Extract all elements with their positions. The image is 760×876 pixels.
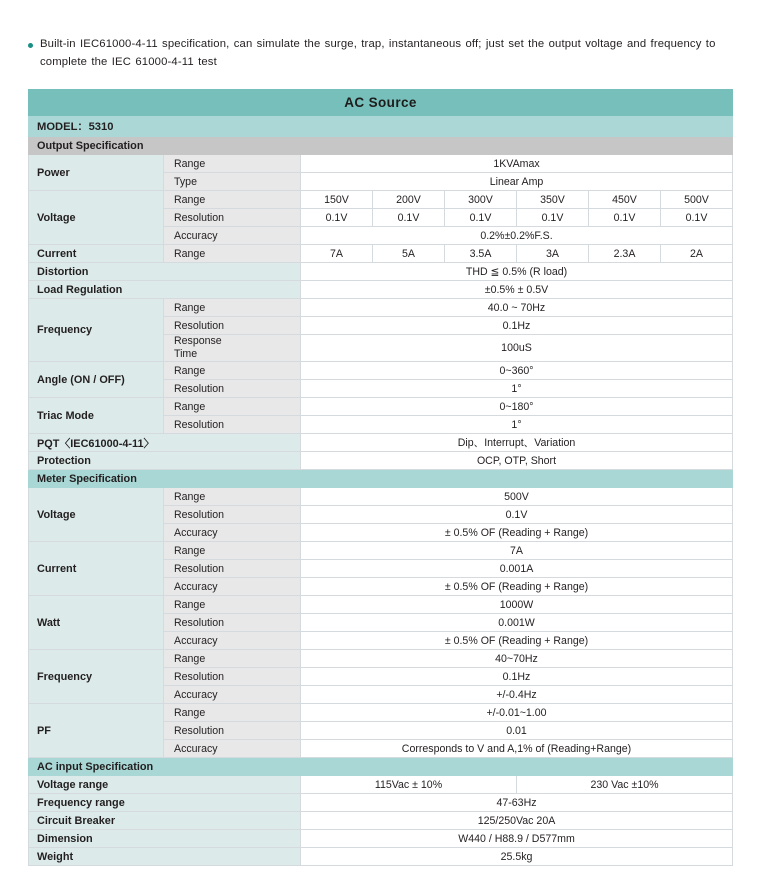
sub-label-output-voltage-resolution: Resolution (164, 209, 301, 227)
row-group-label-protection: Protection (29, 452, 301, 470)
value-meter-pf-accuracy: Corresponds to V and A,1% of (Reading+Range) (301, 740, 733, 758)
sub-label-triac-resolution: Resolution (164, 416, 301, 434)
ac-source-spec-table (28, 89, 733, 866)
value-output-voltage-resolution-4: 0.1V (589, 209, 661, 227)
row-group-label-circuit-breaker: Circuit Breaker (29, 812, 301, 830)
table-row (29, 488, 733, 506)
value-output-current-range-4: 2.3A (589, 245, 661, 263)
model-label: MODEL：5310 (29, 116, 733, 137)
table-row (29, 263, 733, 281)
table-row (29, 362, 733, 380)
table-row-model (29, 116, 733, 137)
sub-label-output-voltage-range: Range (164, 191, 301, 209)
row-group-label-triac-mode: Triac Mode (29, 398, 164, 434)
value-output-voltage-range-1: 200V (373, 191, 445, 209)
response-time-line-1: Response (174, 335, 222, 347)
sub-label-meter-frequency-accuracy: Accuracy (164, 686, 301, 704)
table-row (29, 830, 733, 848)
row-group-label-meter-pf: PF (29, 704, 164, 758)
value-power-range: 1KVAmax (301, 155, 733, 173)
intro-bullet-row (28, 36, 734, 71)
value-meter-watt-accuracy: ± 0.5% OF (Reading + Range) (301, 632, 733, 650)
value-load-regulation: ±0.5% ± 0.5V (301, 281, 733, 299)
sub-label-output-current-range: Range (164, 245, 301, 263)
table-title: AC Source (29, 90, 733, 116)
value-output-frequency-range: 40.0 ~ 70Hz (301, 299, 733, 317)
value-meter-voltage-resolution: 0.1V (301, 506, 733, 524)
row-group-label-output-frequency: Frequency (29, 299, 164, 362)
table-row (29, 452, 733, 470)
sub-label-meter-frequency-range: Range (164, 650, 301, 668)
value-circuit-breaker: 125/250Vac 20A (301, 812, 733, 830)
table-row (29, 155, 733, 173)
row-group-label-output-voltage: Voltage (29, 191, 164, 245)
table-row-section-meter (29, 470, 733, 488)
table-row-title (29, 90, 733, 116)
value-meter-current-range: 7A (301, 542, 733, 560)
value-triac-range: 0~180° (301, 398, 733, 416)
value-meter-current-resolution: 0.001A (301, 560, 733, 578)
table-row (29, 704, 733, 722)
value-meter-frequency-range: 40~70Hz (301, 650, 733, 668)
value-output-current-range-5: 2A (661, 245, 733, 263)
value-output-voltage-range-2: 300V (445, 191, 517, 209)
intro-bullet-text: Built-in IEC61000-4-11 specification, can simulate the surge, trap, instantaneous off; just set the output voltage and frequency to complete the IEC 61000-4-11 test (40, 38, 716, 68)
value-meter-watt-range: 1000W (301, 596, 733, 614)
table-row (29, 848, 733, 866)
value-dimension: W440 / H88.9 / D577mm (301, 830, 733, 848)
sub-label-meter-frequency-resolution: Resolution (164, 668, 301, 686)
sub-label-power-type: Type (164, 173, 301, 191)
table-row (29, 776, 733, 794)
row-group-label-power: Power (29, 155, 164, 191)
row-group-label-meter-current: Current (29, 542, 164, 596)
sub-label-angle-range: Range (164, 362, 301, 380)
table-row (29, 650, 733, 668)
value-meter-pf-range: +/-0.01~1.00 (301, 704, 733, 722)
row-group-label-angle: Angle (ON / OFF) (29, 362, 164, 398)
row-group-label-weight: Weight (29, 848, 301, 866)
row-group-label-meter-voltage: Voltage (29, 488, 164, 542)
sub-label-triac-range: Range (164, 398, 301, 416)
value-output-voltage-resolution-2: 0.1V (445, 209, 517, 227)
value-output-frequency-resolution: 0.1Hz (301, 317, 733, 335)
value-distortion: THD ≦ 0.5% (R load) (301, 263, 733, 281)
value-angle-resolution: 1° (301, 380, 733, 398)
sub-label-meter-voltage-range: Range (164, 488, 301, 506)
sub-label-meter-watt-resolution: Resolution (164, 614, 301, 632)
value-meter-voltage-accuracy: ± 0.5% OF (Reading + Range) (301, 524, 733, 542)
table-row (29, 794, 733, 812)
row-group-label-meter-frequency: Frequency (29, 650, 164, 704)
table-row (29, 434, 733, 452)
sub-label-output-frequency-resolution: Resolution (164, 317, 301, 335)
value-power-type: Linear Amp (301, 173, 733, 191)
response-time-line-2: Time (174, 348, 198, 361)
value-meter-current-accuracy: ± 0.5% OF (Reading + Range) (301, 578, 733, 596)
section-header-ac-input-specification: AC input Specification (29, 758, 733, 776)
value-triac-resolution: 1° (301, 416, 733, 434)
table-row (29, 245, 733, 263)
sub-label-meter-watt-range: Range (164, 596, 301, 614)
sub-label-output-frequency-range: Range (164, 299, 301, 317)
value-output-current-range-2: 3.5A (445, 245, 517, 263)
value-meter-watt-resolution: 0.001W (301, 614, 733, 632)
bullet-dot-icon (28, 43, 33, 48)
value-output-voltage-resolution-3: 0.1V (517, 209, 589, 227)
table-row (29, 812, 733, 830)
row-group-label-ac-frequency-range: Frequency range (29, 794, 301, 812)
row-group-label-load-regulation: Load Regulation (29, 281, 301, 299)
table-row (29, 398, 733, 416)
sub-label-meter-pf-accuracy: Accuracy (164, 740, 301, 758)
value-ac-frequency-range: 47-63Hz (301, 794, 733, 812)
value-meter-voltage-range: 500V (301, 488, 733, 506)
value-angle-range: 0~360° (301, 362, 733, 380)
sub-label-output-frequency-response-time (164, 335, 301, 362)
value-meter-frequency-accuracy: +/-0.4Hz (301, 686, 733, 704)
value-weight: 25.5kg (301, 848, 733, 866)
value-meter-frequency-resolution: 0.1Hz (301, 668, 733, 686)
row-group-label-meter-watt: Watt (29, 596, 164, 650)
table-row-section-output (29, 137, 733, 155)
value-output-current-range-1: 5A (373, 245, 445, 263)
table-row (29, 299, 733, 317)
sub-label-meter-pf-resolution: Resolution (164, 722, 301, 740)
row-group-label-ac-voltage-range: Voltage range (29, 776, 301, 794)
value-meter-pf-resolution: 0.01 (301, 722, 733, 740)
table-row (29, 596, 733, 614)
sub-label-angle-resolution: Resolution (164, 380, 301, 398)
value-pqt: Dip、Interrupt、Variation (301, 434, 733, 452)
section-header-meter-specification: Meter Specification (29, 470, 733, 488)
sub-label-meter-current-range: Range (164, 542, 301, 560)
value-output-voltage-range-4: 450V (589, 191, 661, 209)
table-row (29, 542, 733, 560)
value-output-voltage-accuracy: 0.2%±0.2%F.S. (301, 227, 733, 245)
value-protection: OCP, OTP, Short (301, 452, 733, 470)
sub-label-meter-voltage-resolution: Resolution (164, 506, 301, 524)
value-output-voltage-range-5: 500V (661, 191, 733, 209)
value-output-current-range-0: 7A (301, 245, 373, 263)
value-ac-voltage-range-230: 230 Vac ±10% (517, 776, 733, 794)
table-row-section-acinput (29, 758, 733, 776)
intro-section (28, 36, 734, 71)
row-group-label-pqt: PQT〈IEC61000-4-11〉 (29, 434, 301, 452)
value-output-voltage-range-3: 350V (517, 191, 589, 209)
value-output-voltage-resolution-1: 0.1V (373, 209, 445, 227)
value-output-frequency-response-time: 100uS (301, 335, 733, 362)
section-header-output-specification: Output Specification (29, 137, 733, 155)
sub-label-meter-watt-accuracy: Accuracy (164, 632, 301, 650)
sub-label-meter-voltage-accuracy: Accuracy (164, 524, 301, 542)
value-output-voltage-range-0: 150V (301, 191, 373, 209)
table-row (29, 191, 733, 209)
value-output-voltage-resolution-0: 0.1V (301, 209, 373, 227)
sub-label-power-range: Range (164, 155, 301, 173)
sub-label-meter-current-resolution: Resolution (164, 560, 301, 578)
row-group-label-dimension: Dimension (29, 830, 301, 848)
row-group-label-distortion: Distortion (29, 263, 301, 281)
sub-label-meter-pf-range: Range (164, 704, 301, 722)
sub-label-output-voltage-accuracy: Accuracy (164, 227, 301, 245)
table-row (29, 281, 733, 299)
row-group-label-output-current: Current (29, 245, 164, 263)
value-output-voltage-resolution-5: 0.1V (661, 209, 733, 227)
value-output-current-range-3: 3A (517, 245, 589, 263)
value-ac-voltage-range-115: 115Vac ± 10% (301, 776, 517, 794)
sub-label-meter-current-accuracy: Accuracy (164, 578, 301, 596)
